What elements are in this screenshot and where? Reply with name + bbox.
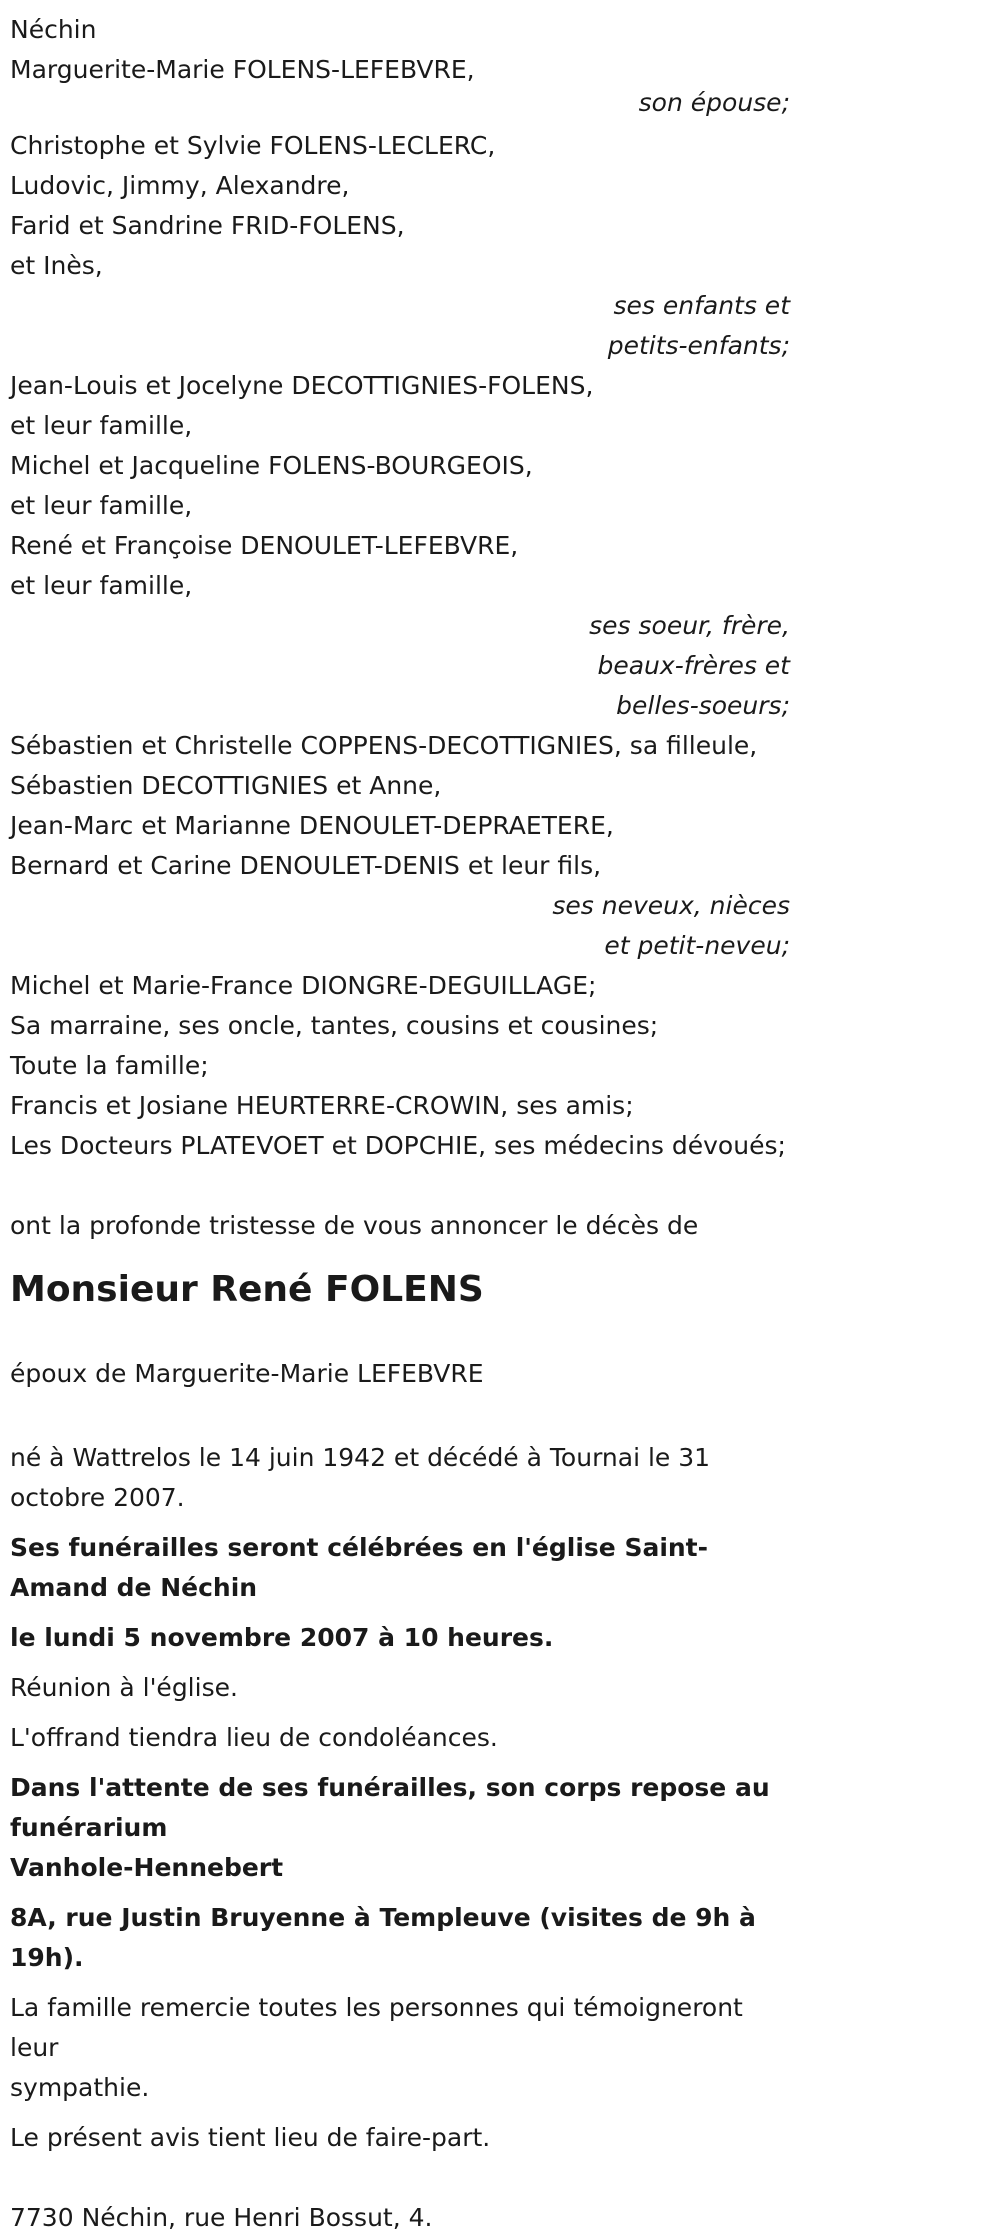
other-line: Sa marraine, ses oncle, tantes, cousins et cousines;: [10, 1011, 659, 1040]
siblings-relation: ses soeur, frère,: [589, 611, 790, 640]
other-line: Toute la famille;: [10, 1051, 209, 1080]
thanks-line: La famille remercie toutes les personnes qui témoigneront leur: [10, 1993, 743, 2062]
home-address: 7730 Néchin, rue Henri Bossut, 4.: [10, 2203, 433, 2232]
birth-death: né à Wattrelos le 14 juin 1942 et décédé à Tournai le 31 octobre 2007.: [10, 1443, 711, 1512]
funeral-line: Ses funérailles seront célébrées en l'église Saint-Amand de Néchin: [10, 1533, 709, 1602]
nephew-line: Bernard et Carine DENOULET-DENIS et leur fils,: [10, 851, 602, 880]
sibling-line: et leur famille,: [10, 491, 193, 520]
funerarium-line: Vanhole-Hennebert: [10, 1853, 284, 1882]
sibling-line: et leur famille,: [10, 571, 193, 600]
sibling-line: Michel et Jacqueline FOLENS-BOURGEOIS,: [10, 451, 533, 480]
offering: L'offrand tiendra lieu de condoléances.: [10, 1723, 498, 1752]
address-visits: 8A, rue Justin Bruyenne à Templeuve (visites de 9h à 19h).: [10, 1903, 756, 1972]
deceased-name: Monsieur René FOLENS: [10, 1269, 484, 1310]
child-line: Ludovic, Jimmy, Alexandre,: [10, 171, 350, 200]
announcement: ont la profonde tristesse de vous annoncer le décès de: [10, 1211, 699, 1240]
other-line: Les Docteurs PLATEVOET et DOPCHIE, ses médecins dévoués;: [10, 1131, 786, 1160]
children-relation: ses enfants et: [613, 291, 790, 320]
location-header: Néchin: [10, 15, 97, 44]
sibling-line: et leur famille,: [10, 411, 193, 440]
siblings-relation: belles-soeurs;: [616, 691, 790, 720]
child-line: Christophe et Sylvie FOLENS-LECLERC,: [10, 131, 496, 160]
children-relation: petits-enfants;: [607, 331, 790, 360]
siblings-relation: beaux-frères et: [597, 651, 790, 680]
thanks-line: sympathie.: [10, 2073, 150, 2102]
spouse-name: Marguerite-Marie FOLENS-LEFEBVRE,: [10, 55, 475, 84]
other-line: Michel et Marie-France DIONGRE-DEGUILLAGE;: [10, 971, 597, 1000]
sibling-line: Jean-Louis et Jocelyne DECOTTIGNIES-FOLENS,: [10, 371, 594, 400]
child-line: et Inès,: [10, 251, 103, 280]
child-line: Farid et Sandrine FRID-FOLENS,: [10, 211, 405, 240]
funeral-line: le lundi 5 novembre 2007 à 10 heures.: [10, 1623, 554, 1652]
nephews-relation: ses neveux, nièces: [552, 891, 790, 920]
meeting: Réunion à l'église.: [10, 1673, 238, 1702]
sibling-line: René et Françoise DENOULET-LEFEBVRE,: [10, 531, 519, 560]
notice: Le présent avis tient lieu de faire-part.: [10, 2123, 491, 2152]
nephew-line: Sébastien et Christelle COPPENS-DECOTTIGNIES, sa filleule,: [10, 731, 758, 760]
nephew-line: Sébastien DECOTTIGNIES et Anne,: [10, 771, 442, 800]
spouse-of: époux de Marguerite-Marie LEFEBVRE: [10, 1359, 484, 1388]
nephews-relation: et petit-neveu;: [604, 931, 790, 960]
funerarium-line: Dans l'attente de ses funérailles, son corps repose au funérarium: [10, 1773, 770, 1842]
nephew-line: Jean-Marc et Marianne DENOULET-DEPRAETERE,: [10, 811, 614, 840]
spouse-relation: son épouse;: [638, 88, 790, 117]
other-line: Francis et Josiane HEURTERRE-CROWIN, ses amis;: [10, 1091, 634, 1120]
